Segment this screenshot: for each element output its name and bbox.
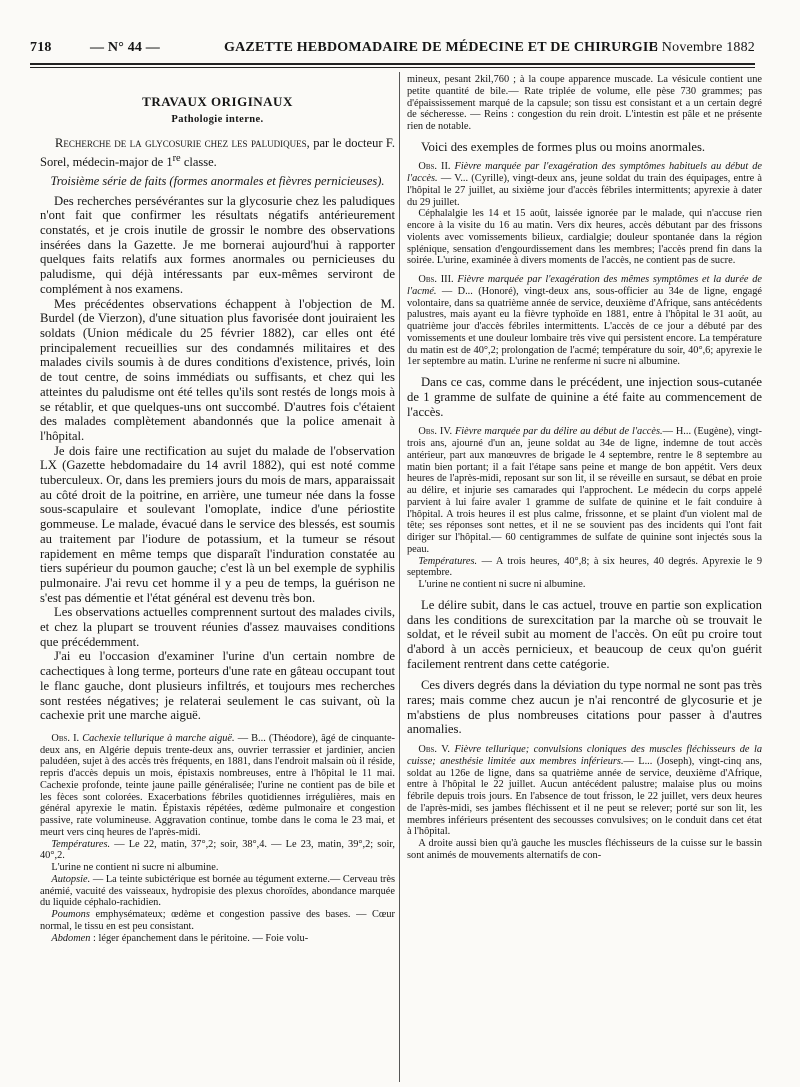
observation-4-temperatures: Températures. — A trois heures, 40°,8; à six heures, 40 degrés. Apyrexie le 9 septembre. (407, 555, 762, 579)
observation-1-temperatures: Températures. — Le 22, matin, 37°,2; soir, 38°,4. — Le 23, matin, 39°,2; soir, 40°,2. (40, 838, 395, 862)
observation-4-urine: L'urine ne contient ni sucre ni albumine. (418, 579, 586, 591)
paragraph: Dans ce cas, comme dans le précédent, une injection sous-cutanée de 1 gramme de sulfate de quinine a été faite au commencement de l'accès. (407, 375, 762, 419)
issue-number: — N° 44 — (90, 40, 161, 55)
left-column (40, 74, 395, 1082)
page-header (30, 40, 755, 64)
observation-1: Obs. I. Cachexie tellurique à marche aiguë. — B... (Théodore), âgé de cinquante-deux ans, en Algérie depuis trente-deux ans, ouvrier terrassier et jardinier, ancien paludéen, sujet à des accès très fréquents, en 1881, dans l'endroit malsain où il réside, repris d'accès depuis un mois, épistaxis nombreuses, entre à l'hôpital le 11 mai. Cachexie profonde, teinte jaune paille généralisée; l'urine ne contient pas de bile et les fèces sont colorées. Exacerbations fébriles quotidiennes irrégulières, mais en général apyrexie le matin. Épistaxis répétées, œdème pulmonaire et congestion passive, rate volumineuse. Aggravation continue, tombe dans le coma le 23 mai, et meurt vers cinq heures de l'après-midi. (40, 732, 395, 838)
paragraph: Le délire subit, dans le cas actuel, trouve en partie son explication dans les conditions de surexcitation par la marche où se trouvait le soldat, et le réveil subit au moment de l'accès. On eût pu croire tout d'abord à un accès pernicieux, et beaucoup de ceux qu'on guérit facilement rentrent dans cette catégorie. (407, 597, 762, 671)
series-title: Troisième série de faits (formes anormales et fièvres pernicieuses). (50, 173, 385, 188)
observation-1-autopsy: Autopsie. — La teinte subictérique est bornée au tégument externe.— Cerveau très anémié, vacuité des vaisseaux, hydropisie des plexus choroïdes, abondance marquée du liquide céphalo-rachidien. (40, 873, 395, 909)
header-rule-thick (30, 63, 755, 65)
subsection-title: Pathologie interne. (171, 113, 264, 125)
observation-2: Obs. II. Fièvre marquée par l'exagération des symptômes habituels au début de l'accès. — V... (Cyrille), vingt-deux ans, jeune soldat du train des équipages, entre à l'hôpital le 27 juillet, au sixième jour d'accès fébriles intermittents; apyrexie à dater du 29 juillet. (407, 161, 762, 208)
paragraph: Mes précédentes observations échappent à l'objection de M. Burdel (de Vierzon), d'une situation plus favorisée dont jouiraient les soldats (Union médicale du 25 février 1882), car elles ont été principalement recueillies sur des condamnés militaires et des malades civils soumis à de dures conditions d'existence, privés, loin de tout centre, de soins immédiats ou suffisants, et chez qui les atteintes du paludisme ont été telles qu'ils sont restés de longs mois à se rétablir, et que quelques-uns ont succombé. D'autres fois c'étaient des malades complètement abandonnés que la police amenait à l'hôpital. (40, 296, 395, 443)
observation-1-urine: L'urine ne contient ni sucre ni albumine. (51, 862, 219, 874)
paragraph: Voici des exemples de formes plus ou moins anormales. (420, 139, 706, 154)
journal-title: GAZETTE HEBDOMADAIRE DE MÉDECINE ET DE CHIRURGIE (224, 40, 659, 55)
page-number: 718 (30, 40, 52, 55)
issue-date: 3 Novembre 1882 (650, 40, 755, 55)
article-title: Recherche de la glycosurie chez les paludiques, par le docteur F. Sorel, médecin-major de 1re classe. (40, 135, 395, 169)
observation-4: Obs. IV. Fièvre marquée par du délire au début de l'accès.— H... (Eugène), vingt-trois ans, ajourné d'un an, jeune soldat au 34e de ligne, indemne de tout accès antérieur, part aux manœuvres de brigade le 4 septembre, rentre le 8 septembre au matin bien portant; il a fait l'étape sans peine et mange de bon appétit. Vers deux heures de l'après-midi, reposant sur son lit, il se réveille en sursaut, se débat en proie au délire, et injurie ses camarades qui l'approchent. Le médecin du corps appelé parvient à lui faire avaler 1 gramme de sulfate de quinine et le fait conduire à l'hôpital. A trois heures il est plus calme, frissonne, et se plaint d'un violent mal de tête; ses réponses sont nettes, et il ne se souvient pas des incidents qui l'ont fait diriger sur l'hôpital.— 60 centigrammes de sulfate de quinine sont injectés sous la peau. (407, 426, 762, 555)
section-title: TRAVAUX ORIGINAUX (142, 94, 293, 109)
paragraph: Les observations actuelles comprennent surtout des malades civils, et chez la plupart se trouvent réunies d'assez mauvaises conditions que précédemment. (40, 605, 395, 649)
observation-5-continued: A droite aussi bien qu'à gauche les muscles fléchisseurs de la cuisse sur le bassin sont animés de mouvements alternatifs de con- (407, 838, 762, 861)
paragraph: Je dois faire une rectification au sujet du malade de l'observation LX (Gazette hebdomadaire du 14 avril 1882), qui est noté comme tuberculeux. Or, dans les premiers jours du mois de mars, apparaissait au côté droit de la poitrine, en arrière, une tumeur née dans la fosse sous-scapulaire et soulevant l'omoplate, indice d'une périostite gommeuse. Le malade, évacué dans le service des blessés, est soumis au traitement par l'iodure de potassium, et la tumeur se résout rapidement en même temps que disparaît l'induration constatée au tiers supérieur du poumon gauche; c'est là un bel exemple de syphilis pulmonaire. J'ai revu cet homme il y a peu de temps, la guérison ne s'est pas démentie et l'état général est devenu très bon. (40, 443, 395, 605)
observation-5: Obs. V. Fièvre tellurique; convulsions cloniques des muscles fléchisseurs de la cuisse; anesthésie limitée aux membres inférieurs.— L... (Joseph), vingt-cinq ans, soldat au 126e de ligne, dans sa quatrième année de service, deuxième d'Afrique, entre à l'hôpital le 22 juillet. Aucun antécédent palustre; malaise plus ou moins fébrile depuis trois jours. En l'absence de tout frisson, le 22 juillet, vers deux heures de l'après-midi, ses jambes fléchissent et il ne peut se relever; porté sur son lit, les membres inférieurs présentent des secousses convulsives; on le conduit dans cet état à l'hôpital. (407, 744, 762, 838)
paragraph: Des recherches persévérantes sur la glycosurie chez les paludiques n'ont fait que confirmer les résultats négatifs antérieurement constatés, et je crois inutile de grossir le nombre des observations insérées dans la Gazette. Je me bornerai aujourd'hui à rapporter quelques faits relatifs aux formes anormales ou pernicieuses du paludisme, qui déjà intéressants par eux-mêmes serviront de complément à nos examens. (40, 193, 395, 296)
observation-2-continued: Céphalalgie les 14 et 15 août, laissée ignorée par le malade, qui n'accuse rien encore à la visite du 16 au matin. Vers dix heures, accès débutant par des frissons violents avec vomissements bilieux, cardialgie; douleur spontanée dans la région splénique, sensation d'engourdissement dans les membres; l'accès prend fin dans la soirée. L'urine, examinée à divers moments de l'accès, ne contient pas de sucre. (407, 208, 762, 267)
column-divider (399, 72, 400, 1082)
observation-1-lungs: Poumons emphysémateux; œdème et congestion passive des bases. — Cœur normal, le tissu en est peu consistant. (40, 909, 395, 932)
paragraph: Ces divers degrés dans la déviation du type normal ne sont pas très rares; mais comme chez aucun je n'ai rencontré de glycosurie et je m'abstiens de plus nombreuses citations pour passer à d'autres anomalies. (407, 678, 762, 737)
observation-3: Obs. III. Fièvre marquée par l'exagération des mêmes symptômes et la durée de l'acmé. — D... (Honoré), vingt-deux ans, sous-officier au 34e de ligne, engagé volontaire, dans sa quatrième année de service, deuxième d'Afrique, sans antécédents palustres, mais ayant eu la fièvre typhoïde en 1881, entre à l'hôpital le 31 août, au quatrième jour d'accès fébriles intermittents. L'accès de ce jour a débuté par des vomissements et une douleur lombaire très vive qui persistent encore. La température du matin est de 40°,2; prolongation de l'acmé; température du soir, 40°,6; apyrexie le 1er septembre au matin. L'urine ne renferme ni sucre ni albumine. (407, 274, 762, 368)
paragraph: J'ai eu l'occasion d'examiner l'urine d'un certain nombre de cachectiques à long terme, porteurs d'une rate en gâteau occupant tout le flanc gauche, dont plusieurs infiltrés, et toujours mes recherches sont restées négatives; je relaterai seulement le cas suivant, où la cachexie prit une marche aiguë. (40, 649, 395, 723)
right-column (407, 74, 762, 1082)
continued-text: mineux, pesant 2kil,760 ; à la coupe apparence muscade. La vésicule contient une petite quantité de bile.— Rate triplée de volume, elle pèse 730 grammes; pas d'épaississement marqué de la capsule; son tissu est consistant et a un certain degré de sécheresse. — Reins : congestion du rein droit. L'intestin est pâle et ne présente rien de notable. (407, 74, 762, 132)
header-rule-thin (30, 67, 755, 68)
observation-1-abdomen: Abdomen : léger épanchement dans le péritoine. — Foie volu- (51, 932, 309, 944)
